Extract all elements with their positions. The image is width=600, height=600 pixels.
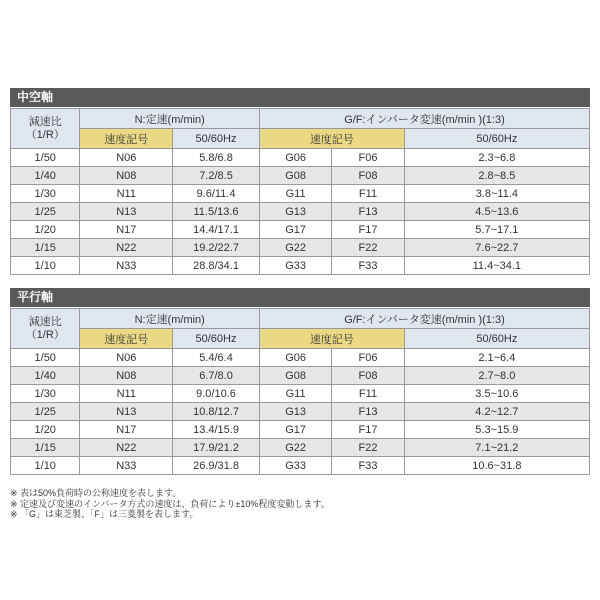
cell-f-code: F17 <box>332 221 404 239</box>
cell-gf-speed: 5.7~17.1 <box>404 221 589 239</box>
hollow-shaft-table <box>10 108 590 275</box>
cell-g-code: G22 <box>259 239 331 257</box>
cell-n-speed: 11.5/13.6 <box>173 203 260 221</box>
parallel-shaft-section <box>10 288 590 475</box>
cell-gf-speed: 7.6~22.7 <box>404 239 589 257</box>
header-gf-group: G/F:インバータ変速(m/min )(1:3) <box>259 309 589 329</box>
cell-ratio: 1/10 <box>11 457 80 475</box>
header-n-group: N:定速(m/min) <box>80 309 259 329</box>
cell-g-code: G33 <box>259 257 331 275</box>
cell-n-speed: 26.9/31.8 <box>173 457 260 475</box>
cell-f-code: F11 <box>332 385 404 403</box>
cell-ratio: 1/10 <box>11 257 80 275</box>
cell-n-speed: 5.4/6.4 <box>173 349 260 367</box>
cell-f-code: F13 <box>332 203 404 221</box>
table-row <box>11 403 590 421</box>
cell-n-speed: 19.2/22.7 <box>173 239 260 257</box>
cell-ratio: 1/15 <box>11 439 80 457</box>
table-row <box>11 203 590 221</box>
table-body <box>11 349 590 475</box>
cell-n-speed: 9.0/10.6 <box>173 385 260 403</box>
cell-n-code: N22 <box>80 439 173 457</box>
table-row <box>11 385 590 403</box>
header-hz-n: 50/60Hz <box>173 129 260 149</box>
cell-n-speed: 7.2/8.5 <box>173 167 260 185</box>
cell-f-code: F06 <box>332 349 404 367</box>
table-row <box>11 349 590 367</box>
page-content <box>10 88 590 536</box>
table-row <box>11 439 590 457</box>
header-reduction-ratio-line1: 減速比 <box>28 115 62 128</box>
table-header <box>11 309 590 349</box>
cell-f-code: F33 <box>332 457 404 475</box>
cell-f-code: F22 <box>332 439 404 457</box>
cell-gf-speed: 2.7~8.0 <box>404 367 589 385</box>
cell-ratio: 1/20 <box>11 421 80 439</box>
cell-ratio: 1/50 <box>11 149 80 167</box>
cell-gf-speed: 10.6~31.8 <box>404 457 589 475</box>
header-speed-code-gf: 速度記号 <box>259 129 404 149</box>
cell-n-code: N06 <box>80 349 173 367</box>
footnotes <box>10 488 590 520</box>
cell-n-speed: 10.8/12.7 <box>173 403 260 421</box>
hollow-shaft-section <box>10 88 590 275</box>
cell-g-code: G11 <box>259 385 331 403</box>
cell-gf-speed: 2.8~8.5 <box>404 167 589 185</box>
cell-gf-speed: 5.3~15.9 <box>404 421 589 439</box>
table-row <box>11 185 590 203</box>
section-title-hollow-shaft: 中空軸 <box>10 88 590 107</box>
cell-gf-speed: 2.1~6.4 <box>404 349 589 367</box>
cell-ratio: 1/30 <box>11 385 80 403</box>
cell-n-speed: 5.8/6.8 <box>173 149 260 167</box>
cell-n-speed: 17.9/21.2 <box>173 439 260 457</box>
cell-gf-speed: 7.1~21.2 <box>404 439 589 457</box>
cell-g-code: G33 <box>259 457 331 475</box>
header-reduction-ratio-line2: （1/R） <box>25 328 65 341</box>
footnote-line: ※ 「G」は東芝製、「F」は三菱製を表します。 <box>10 509 199 519</box>
table-row <box>11 257 590 275</box>
table-body <box>11 149 590 275</box>
section-title-parallel-shaft: 平行軸 <box>10 288 590 307</box>
header-n-group: N:定速(m/min) <box>80 109 259 129</box>
table-row <box>11 221 590 239</box>
cell-f-code: F08 <box>332 367 404 385</box>
cell-g-code: G08 <box>259 367 331 385</box>
cell-g-code: G11 <box>259 185 331 203</box>
header-hz-gf: 50/60Hz <box>404 129 589 149</box>
cell-n-speed: 28.8/34.1 <box>173 257 260 275</box>
cell-ratio: 1/50 <box>11 349 80 367</box>
cell-g-code: G17 <box>259 221 331 239</box>
cell-f-code: F08 <box>332 167 404 185</box>
cell-g-code: G13 <box>259 403 331 421</box>
cell-f-code: F33 <box>332 257 404 275</box>
header-hz-gf: 50/60Hz <box>404 329 589 349</box>
cell-ratio: 1/15 <box>11 239 80 257</box>
cell-gf-speed: 4.5~13.6 <box>404 203 589 221</box>
header-reduction-ratio <box>11 109 80 149</box>
header-speed-code-gf: 速度記号 <box>259 329 404 349</box>
header-reduction-ratio <box>11 309 80 349</box>
cell-f-code: F17 <box>332 421 404 439</box>
cell-n-speed: 13.4/15.9 <box>173 421 260 439</box>
footnote-line: ※ 定速及び変速のインバータ方式の速度は、負荷により±10%程度変動します。 <box>10 498 330 509</box>
cell-n-code: N06 <box>80 149 173 167</box>
cell-gf-speed: 3.8~11.4 <box>404 185 589 203</box>
cell-n-code: N17 <box>80 221 173 239</box>
cell-gf-speed: 11.4~34.1 <box>404 257 589 275</box>
header-reduction-ratio-line2: （1/R） <box>25 128 65 141</box>
cell-f-code: F22 <box>332 239 404 257</box>
cell-n-speed: 14.4/17.1 <box>173 221 260 239</box>
cell-ratio: 1/25 <box>11 403 80 421</box>
cell-n-code: N33 <box>80 457 173 475</box>
table-row <box>11 167 590 185</box>
table-row <box>11 421 590 439</box>
table-row <box>11 367 590 385</box>
cell-n-code: N08 <box>80 367 173 385</box>
cell-n-speed: 6.7/8.0 <box>173 367 260 385</box>
cell-f-code: F11 <box>332 185 404 203</box>
cell-n-code: N11 <box>80 185 173 203</box>
cell-ratio: 1/30 <box>11 185 80 203</box>
cell-g-code: G06 <box>259 349 331 367</box>
footnote-line: ※ 表は50%負荷時の公称速度を表します。 <box>10 488 182 498</box>
cell-ratio: 1/40 <box>11 167 80 185</box>
cell-g-code: G22 <box>259 439 331 457</box>
cell-g-code: G17 <box>259 421 331 439</box>
table-row <box>11 149 590 167</box>
cell-n-code: N11 <box>80 385 173 403</box>
cell-gf-speed: 2.3~6.8 <box>404 149 589 167</box>
cell-g-code: G08 <box>259 167 331 185</box>
cell-f-code: F13 <box>332 403 404 421</box>
cell-g-code: G06 <box>259 149 331 167</box>
cell-n-speed: 9.6/11.4 <box>173 185 260 203</box>
cell-gf-speed: 4.2~12.7 <box>404 403 589 421</box>
cell-ratio: 1/20 <box>11 221 80 239</box>
header-speed-code-n: 速度記号 <box>80 329 173 349</box>
cell-f-code: F06 <box>332 149 404 167</box>
parallel-shaft-table <box>10 308 590 475</box>
table-row <box>11 239 590 257</box>
header-speed-code-n: 速度記号 <box>80 129 173 149</box>
cell-n-code: N33 <box>80 257 173 275</box>
cell-n-code: N13 <box>80 203 173 221</box>
table-row <box>11 457 590 475</box>
cell-n-code: N17 <box>80 421 173 439</box>
header-hz-n: 50/60Hz <box>173 329 260 349</box>
cell-g-code: G13 <box>259 203 331 221</box>
cell-gf-speed: 3.5~10.6 <box>404 385 589 403</box>
table-header <box>11 109 590 149</box>
header-gf-group: G/F:インバータ変速(m/min )(1:3) <box>259 109 589 129</box>
cell-ratio: 1/25 <box>11 203 80 221</box>
header-reduction-ratio-line1: 減速比 <box>28 315 62 328</box>
cell-n-code: N13 <box>80 403 173 421</box>
cell-n-code: N08 <box>80 167 173 185</box>
cell-ratio: 1/40 <box>11 367 80 385</box>
cell-n-code: N22 <box>80 239 173 257</box>
